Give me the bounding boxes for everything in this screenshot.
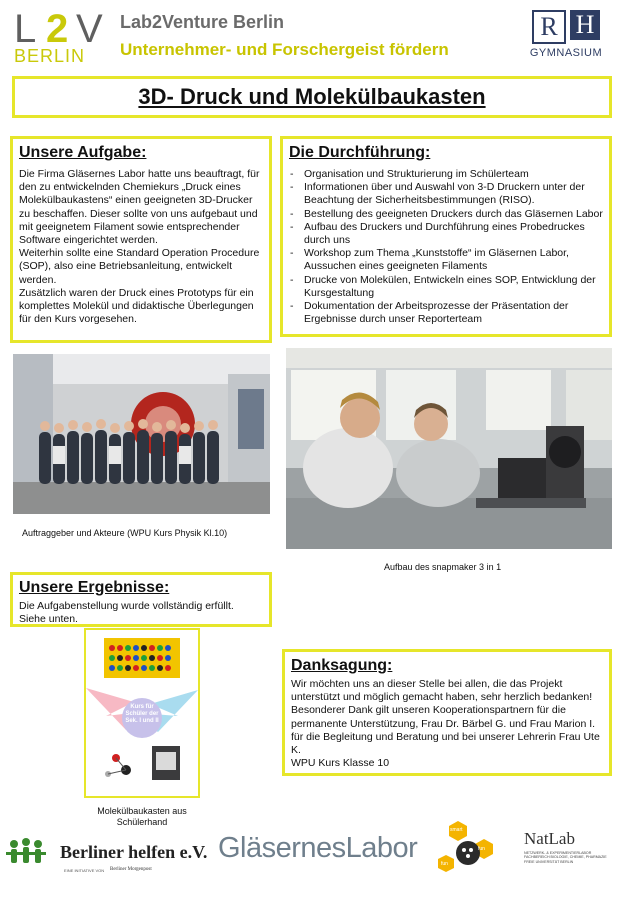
glaesernes-labor-logo: GläsernesLabor — [218, 832, 418, 864]
natlab-name: NatLab — [524, 829, 575, 848]
printer-photo-graphic — [286, 348, 612, 549]
group-photo — [13, 354, 270, 514]
l2v-logo-graphic — [12, 6, 116, 64]
list-item: - Bestellung des geeigneten Druckers durch das Gläsernen Labor — [289, 208, 603, 221]
rh-letter-r: R — [532, 10, 566, 44]
danksagung-box — [282, 649, 612, 776]
kit-poster-frame — [84, 628, 200, 798]
danksagung-title: Danksagung: — [291, 657, 393, 674]
list-item: - Aufbau des Druckers und Durchführung eines Probedruckes durch uns — [289, 221, 603, 247]
berliner-helfen-logo — [6, 836, 210, 882]
berliner-helfen-tag: EINE INITIATIVE VON — [64, 868, 105, 873]
aufgabe-box — [10, 136, 272, 343]
page-title: 3D- Druck und Molekülbaukasten — [138, 84, 486, 109]
list-item: - Dokumentation der Arbeitsprozesse der Präsentation der Ergebnisse durch unser Reporterteam — [289, 300, 603, 326]
group-photo-graphic — [13, 354, 270, 514]
aufgabe-paragraph: Weiterhin sollte eine Standard Operation Procedure (SOP), also eine Betriebsanleitung, entwickelt werden. — [19, 247, 260, 286]
rh-letter-h: H — [570, 10, 600, 40]
durchfuehrung-list — [289, 168, 603, 326]
ergebnisse-title: Unsere Ergebnisse: — [19, 579, 170, 596]
svg-text:BERLIN: BERLIN — [14, 46, 86, 64]
ergebnisse-text — [19, 600, 263, 626]
rh-gymnasium-logo — [524, 10, 608, 68]
l2v-logo — [12, 6, 116, 64]
durchfuehrung-box — [280, 136, 612, 337]
berliner-helfen-paper: Berliner Morgenpost — [110, 867, 152, 872]
list-item: - Informationen über und Auswahl von 3-D Druckern unter der Beachtung der Sicherheitsbestimmungen (RISO). — [289, 181, 603, 207]
natlab-hex-label-fun: fun — [478, 846, 485, 852]
natlab-hex-icon — [436, 819, 506, 877]
svg-text:2: 2 — [46, 7, 69, 51]
printer-photo-caption: Aufbau des snapmaker 3 in 1 — [384, 562, 502, 572]
ergebnisse-box — [10, 572, 272, 627]
aufgabe-paragraph: Zusätzlich waren der Druck eines Prototyps für ein komplettes Molekül und didaktische Überlegungen für den Kurs vorgesehen. — [19, 286, 254, 326]
list-item: - Organisation und Strukturierung im Schülerteam — [289, 168, 603, 181]
durchfuehrung-title: Die Durchführung: — [289, 144, 431, 161]
kit-photo-caption: Molekülbaukasten aus Schülerhand — [97, 806, 187, 827]
danksagung-signature: WPU Kurs Klasse 10 — [291, 757, 390, 770]
header-title: Lab2Venture Berlin — [120, 12, 285, 32]
svg-text:L: L — [14, 7, 37, 51]
natlab-logo — [436, 819, 612, 877]
natlab-subtitle: NETZWERK- & EXPERIMENTIERLABOR FACHBEREICH BIOLOGIE, CHEMIE, PHARMAZIE FREIE UNIVERSITÄT BERLIN — [524, 851, 607, 864]
aufgabe-title: Unsere Aufgabe: — [19, 144, 147, 161]
natlab-hex-label-fun-2: fun — [441, 861, 448, 867]
list-item: - Drucke von Molekülen, Entwickeln eines SOP, Entwicklung der Kursgestaltung — [289, 274, 603, 300]
ergebnisse-line: Siehe unten. — [19, 613, 78, 626]
danksagung-paragraph: Wir möchten uns an dieser Stelle bei allen, die das Projekt unterstützt und möglich gemacht haben, sehr herzlich bedanken! Besonderer Dank gilt unseren Kooperationspartnern für die permanente Unterstützung, Frau Dr. Bärbel G. und Frau Marion I. für die Begleitung und Beratung und bei unserer Lehrerin Frau Ute K. — [291, 678, 600, 757]
printer-photo — [286, 348, 612, 549]
natlab-hex-label-smart: smart — [450, 827, 463, 833]
main-title-box — [12, 76, 612, 118]
rh-logo-text: GYMNASIUM — [529, 47, 603, 59]
berliner-helfen-name: Berliner helfen e.V. — [60, 842, 208, 862]
list-item: - Workshop zum Thema „Kunststoffe“ im Gläsernen Labor, Aussuchen eines geeigneten Filaments — [289, 247, 603, 273]
kit-poster-text: Kurs für Schüler der Sek. I und II — [125, 704, 159, 724]
svg-text:V: V — [76, 7, 103, 51]
group-photo-caption: Auftraggeber und Akteure (WPU Kurs Physik Kl.10) — [22, 528, 228, 538]
header-subtitle: Unternehmer- und Forschergeist fördern — [120, 40, 449, 59]
berliner-helfen-figures-icon — [6, 836, 46, 876]
danksagung-text — [291, 678, 603, 770]
aufgabe-paragraph: Die Firma Gläsernes Labor hatte uns beauftragt, für den zu entwickelnden Chemiekurs „Druck eines Molekülbaukastens“ einen geeigneten 3D-Drucker zu beschaffen. Dieser sollte von uns aufgebaut und mit geeignetem Filament sowie entsprechender Software eingerichtet werden. — [19, 168, 260, 247]
ergebnisse-line: Die Aufgabenstellung wurde vollständig erfüllt. — [19, 600, 234, 612]
aufgabe-text — [19, 168, 263, 326]
